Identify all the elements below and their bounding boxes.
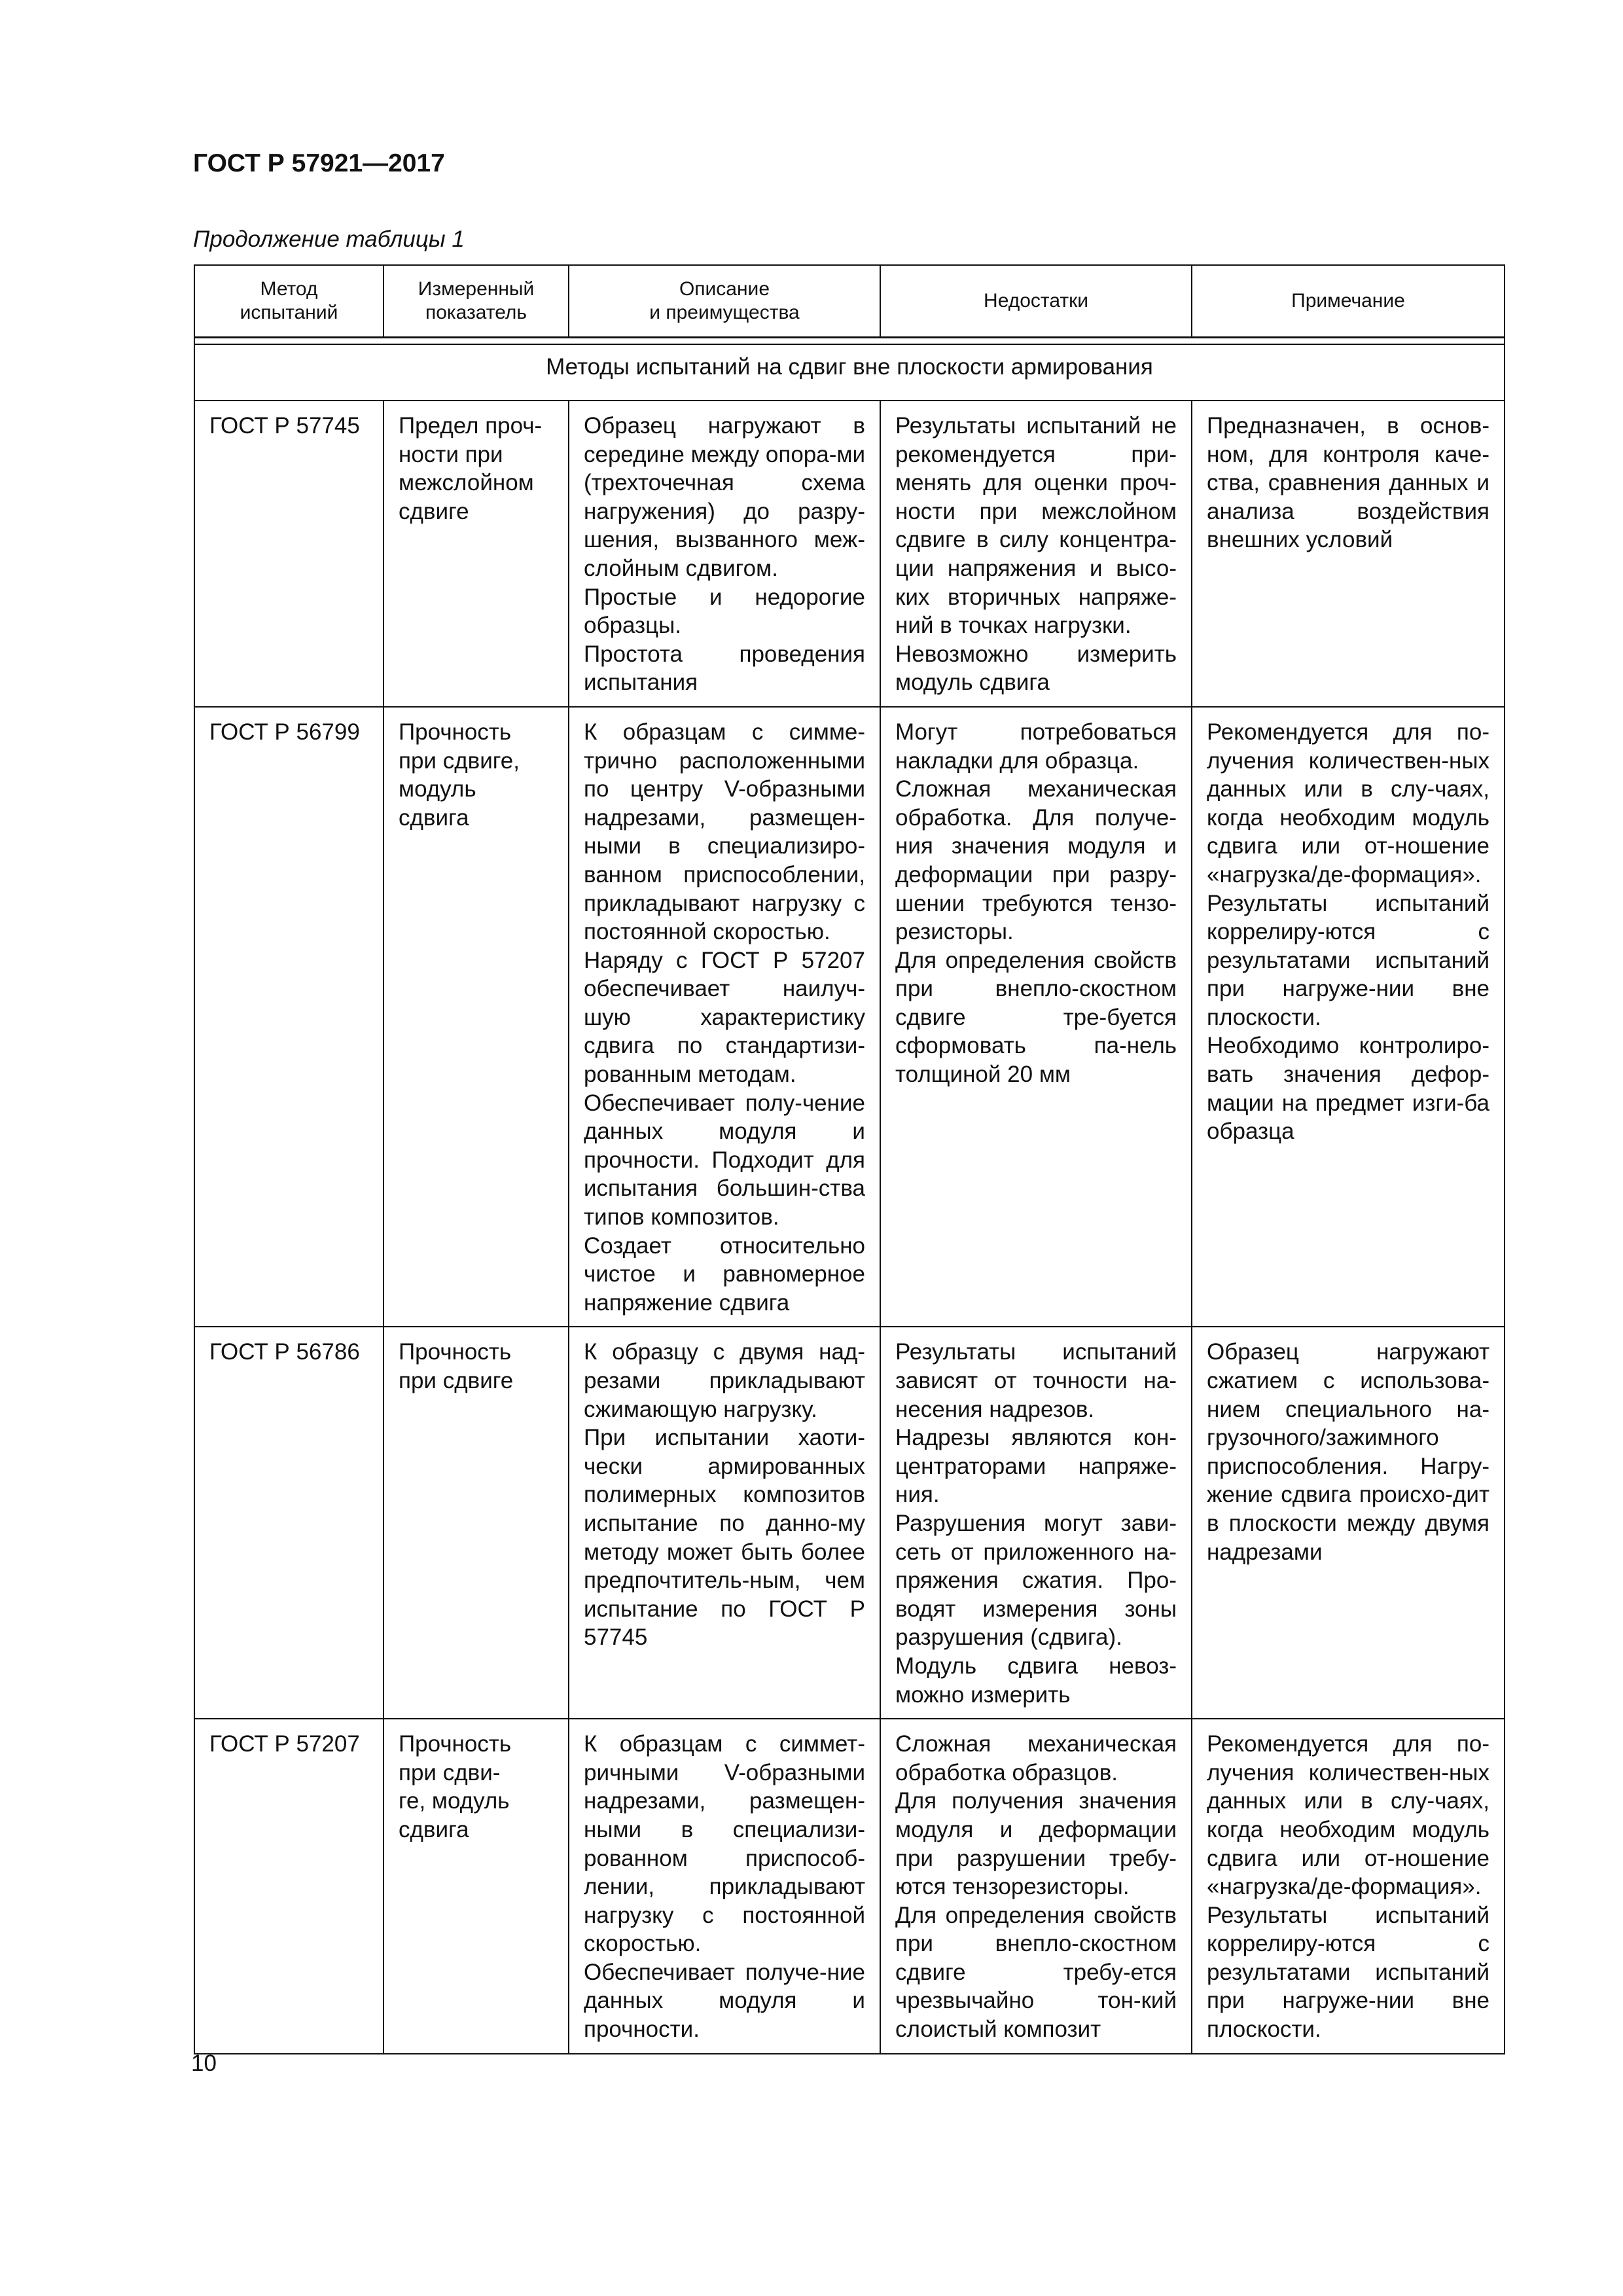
cell-drawbacks: Сложная механическая обработка образцов. Для получения значения модуля и деформации при разрушении требу-ются тензорезисторы. Для определения свойств при внепло-скостном сдвиге требу-ется чрезвычайно тон-кий слоистый композит [880,1719,1192,2054]
table-row [194,1327,1505,1719]
table-header-row [194,265,1505,338]
column-header-measured: Измеренный показатель [383,265,569,338]
section-title: Методы испытаний на сдвиг вне плоскости армирования [194,344,1505,401]
table-caption: Продолжение таблицы 1 [193,226,465,252]
cell-measured: Прочность при сдви- ге, модуль сдвига [383,1719,569,2054]
cell-note: Образец нагружают сжатием с использова-нием специального на-грузочного/зажимного приспособления. Нагру-жение сдвига происхо-дит в плоскости между двумя надрезами [1192,1327,1505,1719]
cell-method: ГОСТ Р 57745 [194,401,383,707]
table-row [194,401,1505,707]
cell-description: К образцам с симме-трично расположенными по центру V-образными надрезами, размещен-ными в специализиро-ванном приспособлении, прикладывают нагрузку с постоянной скоростью. Наряду с ГОСТ Р 57207 обеспечивает наилуч-шую характеристику сдвига по стандартизи-рованным методам. Обеспечивает полу-чение данных модуля и прочности. Подходит для испытания большин-ства типов композитов. Создает относительно чистое и равномерное напряжение сдвига [569,707,880,1327]
table-row [194,1719,1505,2054]
cell-drawbacks: Могут потребоваться накладки для образца. Сложная механическая обработка. Для получе-ния значения модуля и деформации при разру-шении требуются тензо-резисторы. Для определения свойств при внепло-скостном сдвиге тре-буется сформовать па-нель толщиной 20 мм [880,707,1192,1327]
cell-measured: Прочность при сдвиге [383,1327,569,1719]
cell-drawbacks: Результаты испытаний не рекомендуется при-менять для оценки проч-ности при межслойном сдвиге в силу концентра-ции напряжения и высо-ких вторичных напряже-ний в точках нагрузки. Невозможно измерить модуль сдвига [880,401,1192,707]
cell-description: Образец нагружают в середине между опора-ми (трехточечная схема нагружения) до разру-шения, вызванного меж-слойным сдвигом. Простые и недорогие образцы. Простота проведения испытания [569,401,880,707]
column-header-method: Метод испытаний [194,265,383,338]
cell-note: Рекомендуется для по-лучения количествен-ных данных или в слу-чаях, когда необходим модуль сдвига или от-ношение «нагрузка/де-формация». Результаты испытаний коррелиру-ются с результатами испытаний при нагруже-нии вне плоскости. [1192,1719,1505,2054]
table-row [194,707,1505,1327]
cell-note: Предназначен, в основ-ном, для контроля каче-ства, сравнения данных и анализа воздействия внешних условий [1192,401,1505,707]
page-number: 10 [191,2051,217,2076]
column-header-description: Описание и преимущества [569,265,880,338]
cell-method: ГОСТ Р 56799 [194,707,383,1327]
column-header-drawbacks: Недостатки [880,265,1192,338]
header-spacer [194,338,1505,345]
cell-measured: Предел проч- ности при межслойном сдвиге [383,401,569,707]
cell-drawbacks: Результаты испытаний зависят от точности на-несения надрезов. Надрезы являются кон-центраторами напряже-ния. Разрушения могут зави-сеть от приложенного на-пряжения сжатия. Про-водят измерения зоны разрушения (сдвига). Модуль сдвига невоз-можно измерить [880,1327,1192,1719]
cell-measured: Прочность при сдвиге, модуль сдвига [383,707,569,1327]
methods-table [194,264,1505,2054]
section-row [194,344,1505,401]
cell-method: ГОСТ Р 57207 [194,1719,383,2054]
cell-method: ГОСТ Р 56786 [194,1327,383,1719]
standard-number: ГОСТ Р 57921—2017 [193,149,445,177]
cell-description: К образцу с двумя над-резами прикладывают сжимающую нагрузку. При испытании хаоти-чески армированных полимерных композитов испытание по данно-му методу может быть более предпочтитель-ным, чем испытание по ГОСТ Р 57745 [569,1327,880,1719]
cell-description: К образцам с симмет-ричными V-образными надрезами, размещен-ными в специализи-рованном приспособ-лении, прикладывают нагрузку с постоянной скоростью. Обеспечивает получе-ние данных модуля и прочности. [569,1719,880,2054]
cell-note: Рекомендуется для по-лучения количествен-ных данных или в слу-чаях, когда необходим модуль сдвига или от-ношение «нагрузка/де-формация». Результаты испытаний коррелиру-ются с результатами испытаний при нагруже-нии вне плоскости. Необходимо контролиро-вать значения дефор-мации на предмет изги-ба образца [1192,707,1505,1327]
column-header-note: Примечание [1192,265,1505,338]
